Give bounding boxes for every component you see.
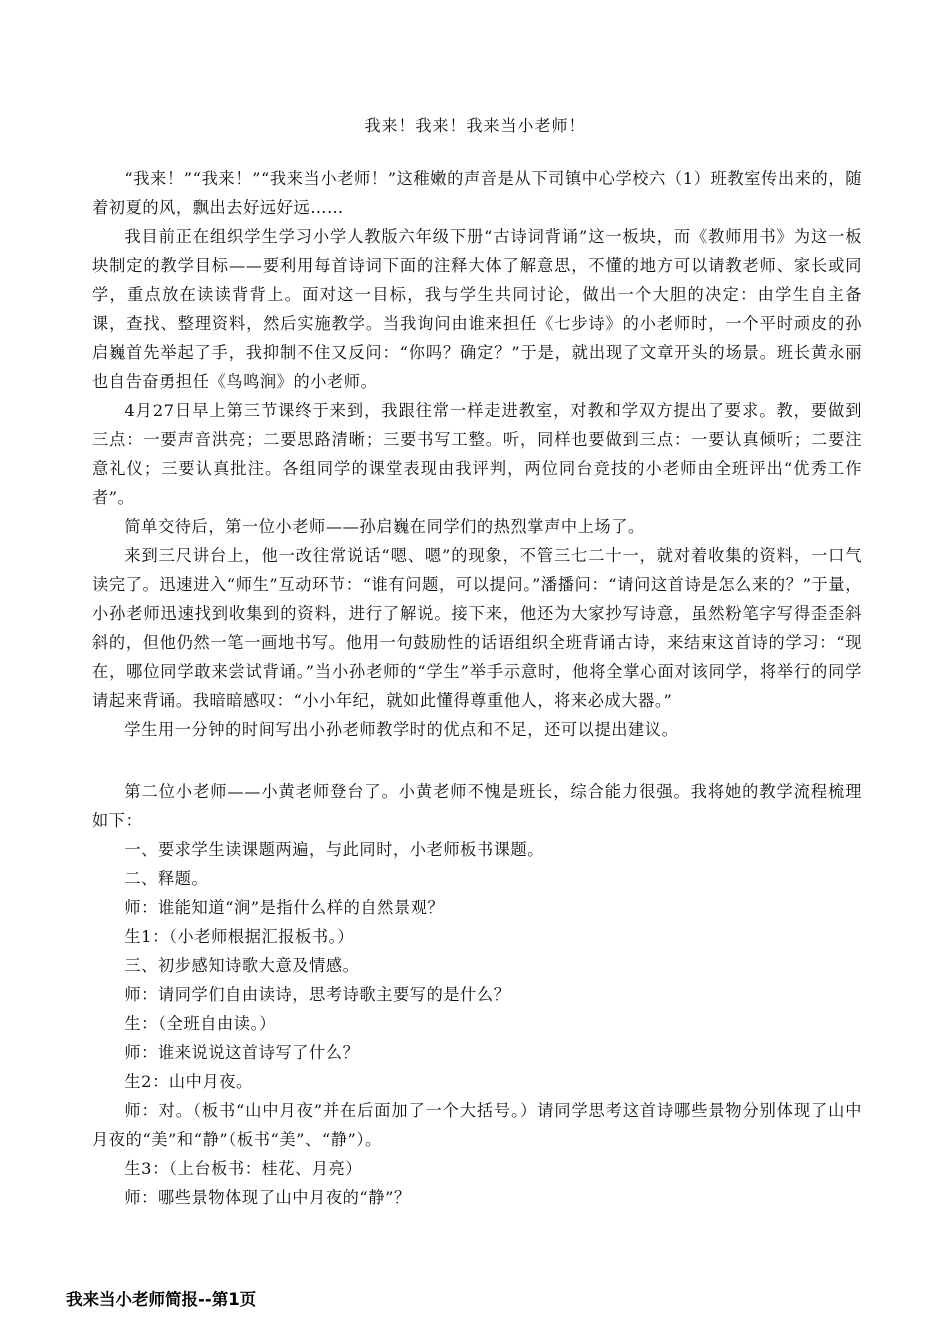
paragraph-gap xyxy=(92,744,862,777)
paragraph: 师：哪些景物体现了山中月夜的“静”？ xyxy=(124,1188,411,1207)
document-body xyxy=(92,164,862,1212)
paragraph: 一、要求学生读课题两遍，与此同时，小老师板书课题。 xyxy=(124,840,545,859)
paragraph: 4月27日早上第三节课终于来到，我跟往常一样走进教室，对教和学双方提出了要求。教，要做到三点：一要声音洪亮；二要思路清晰；三要书写工整。听，同样也要做到三点：一要认真倾听；二要注意礼仪；三要认真批注。各组同学的课堂表现由我评判，两位同台竞技的小老师由全班评出“优秀工作者”。 xyxy=(92,401,862,507)
paragraph: 师：谁能知道“涧”是指什么样的自然景观？ xyxy=(124,898,445,917)
document-title: 我来！我来！我来当小老师！ xyxy=(364,116,586,135)
paragraph: 生3：（上台板书：桂花、月亮） xyxy=(124,1159,363,1178)
paragraph: 我目前正在组织学生学习小学人教版六年级下册“古诗词背诵”这一板块，而《教师用书》为这一板块制定的教学目标——要利用每首诗词下面的注释大体了解意思，不懂的地方可以请教老师、家长或同学，重点放在读读背背上。面对这一目标，我与学生共同讨论，做出一个大胆的决定：由学生自主备课，查找、整理资料，然后实施教学。当我询问由谁来担任《七步诗》的小老师时，一个平时顽皮的孙启巍首先举起了手，我抑制不住又反问：“你吗？确定？”于是，就出现了文章开头的场景。班长黄永丽也自告奋勇担任《鸟鸣涧》的小老师。 xyxy=(92,227,862,391)
page-footer: 我来当小老师简报--第1页 xyxy=(66,1290,257,1309)
paragraph: 来到三尺讲台上，他一改往常说话“嗯、嗯”的现象，不管三七二十一，就对着收集的资料，一口气读完了。迅速进入“师生”互动环节：“谁有问题，可以提问。”潘播问：“请问这首诗是怎么来的？”于量，小孙老师迅速找到收集到的资料，进行了解说。接下来，他还为大家抄写诗意，虽然粉笔字写得歪歪斜斜的，但他仍然一笔一画地书写。他用一句鼓励性的话语组织全班背诵古诗，来结束这首诗的学习：“现在，哪位同学敢来尝试背诵。”当小孙老师的“学生”举手示意时，他将全掌心面对该同学，将举行的同学请起来背诵。我暗暗感叹：“小小年纪，就如此懂得尊重他人，将来必成大器。” xyxy=(92,546,862,710)
paragraph: 第二位小老师——小黄老师登台了。小黄老师不愧是班长，综合能力很强。我将她的教学流程梳理如下： xyxy=(92,782,862,830)
paragraph: 师：谁来说说这首诗写了什么？ xyxy=(124,1043,360,1062)
paragraph: 师：请同学们自由读诗，思考诗歌主要写的是什么？ xyxy=(124,985,511,1004)
paragraph: 二、释题。 xyxy=(124,869,209,888)
paragraph: 生1：（小老师根据汇报板书。） xyxy=(124,927,355,946)
paragraph: 三、初步感知诗歌大意及情感。 xyxy=(124,956,360,975)
paragraph: 师：对。（板书“山中月夜”并在后面加了一个大括号。）请同学思考这首诗哪些景物分别体现了山中月夜的“美”和“静”（板书“美”、“静”）。 xyxy=(92,1101,862,1149)
paragraph: 简单交待后，第一位小老师——孙启巍在同学们的热烈掌声中上场了。 xyxy=(124,517,645,536)
paragraph: “我来！”“我来！”“我来当小老师！”这稚嫩的声音是从下司镇中心学校六（1）班教室传出来的，随着初夏的风，飘出去好远好远…… xyxy=(92,169,862,217)
paragraph: 生2：山中月夜。 xyxy=(124,1072,253,1091)
paragraph: 学生用一分钟的时间写出小孙老师教学时的优点和不足，还可以提出建议。 xyxy=(124,720,679,739)
paragraph: 生：（全班自由读。） xyxy=(124,1014,277,1033)
